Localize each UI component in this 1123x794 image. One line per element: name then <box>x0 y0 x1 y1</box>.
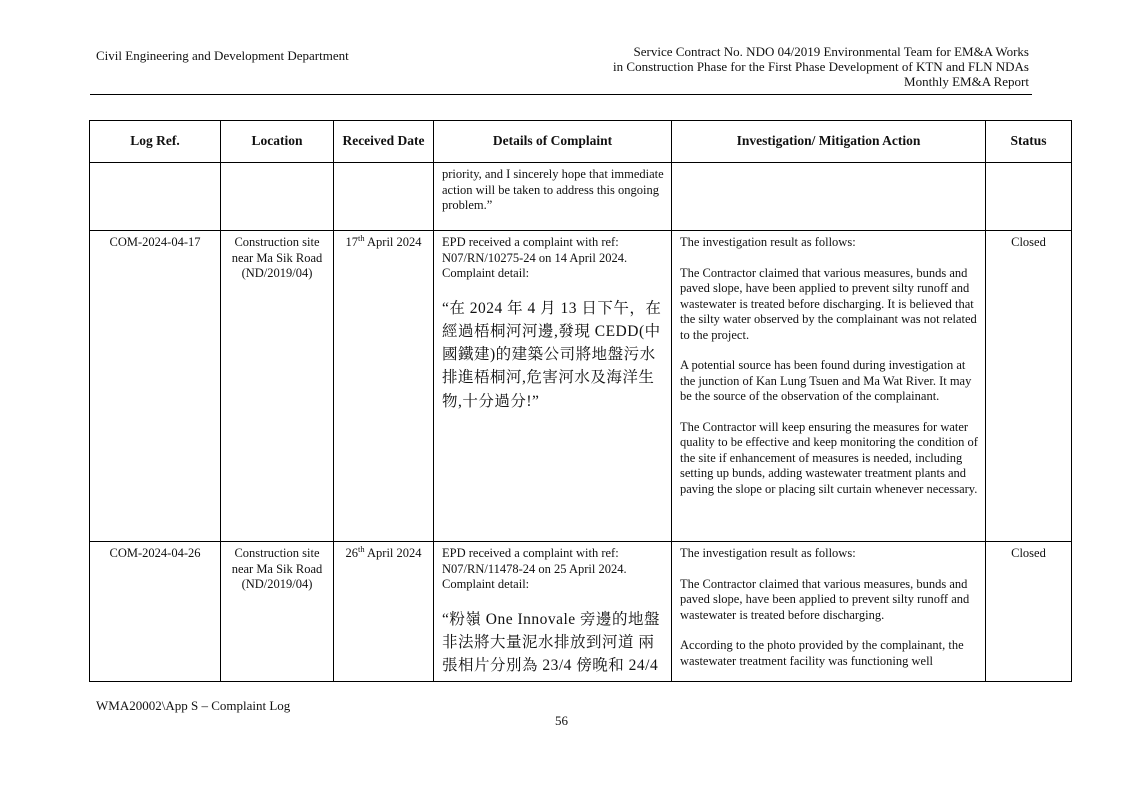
received-date-cell <box>334 163 434 231</box>
status-cell <box>986 163 1072 231</box>
log-ref-cell <box>90 163 221 231</box>
complaint-detail-text: “在 2024 年 4 月 13 日下午，在經過梧桐河河邊,發現 CEDD(中國鐵建)的建築公司將地盤污水排進梧桐河,危害河水及海洋生物,十分過分!” <box>442 299 662 410</box>
col-header-received-date: Received Date <box>334 121 434 163</box>
col-header-status: Status <box>986 121 1072 163</box>
details-cell <box>434 231 672 542</box>
contract-line-1: Service Contract No. NDO 04/2019 Environmental Team for EM&A Works <box>633 44 1029 59</box>
investigation-cell <box>672 163 986 231</box>
details-cell <box>434 163 672 231</box>
location-cell: Construction site near Ma Sik Road (ND/2019/04) <box>221 542 334 682</box>
investigation-cell <box>672 231 986 542</box>
date-day: 17 <box>345 235 358 249</box>
status-cell: Closed <box>986 542 1072 682</box>
header-divider-rule <box>90 94 1032 95</box>
department-title: Civil Engineering and Development Department <box>96 48 349 63</box>
investigation-paragraph: The Contractor will keep ensuring the measures for water quality to be effective and keep monitoring the condition of the site if enhancement of measures is needed, including setting up bunds, adding wastewater treatment plants and paving the slope or placing silt curtain whenever necessary. <box>680 419 978 496</box>
investigation-cell <box>672 542 986 682</box>
date-month-year: April 2024 <box>364 546 422 560</box>
col-header-investigation: Investigation/ Mitigation Action <box>672 121 986 163</box>
complaint-ref-text: EPD received a complaint with ref: N07/RN/10275-24 on 14 April 2024. Complaint detail: <box>442 235 628 280</box>
table-row <box>90 542 1072 682</box>
complaint-detail-text: “粉嶺 One Innovale 旁邊的地盤非法將大量泥水排放到河道 兩張相片分別為 23/4 傍晚和 24/4 <box>442 610 661 674</box>
contract-title-block <box>613 44 1029 89</box>
log-ref-cell: COM-2024-04-17 <box>90 231 221 542</box>
col-header-location: Location <box>221 121 334 163</box>
contract-line-2: in Construction Phase for the First Phase Development of KTN and FLN NDAs <box>613 59 1029 74</box>
complaint-ref-text: EPD received a complaint with ref: N07/RN/11478-24 on 25 April 2024. Complaint detail: <box>442 546 627 591</box>
complaint-log-table <box>89 120 1072 682</box>
investigation-paragraph: A potential source has been found during investigation at the junction of Kan Lung Tsuen and Ma Wat River. It may be the source of the observation of the complainant. <box>680 358 972 403</box>
page-number: 56 <box>555 713 568 728</box>
table-row-continuation <box>90 163 1072 231</box>
investigation-paragraph: The Contractor claimed that various measures, bunds and paved slope, have been applied to prevent silty runoff and wastewater is treated before discharging. It is believed that the silty water observed by the complainant was not related to the project. <box>680 265 977 342</box>
received-date-cell <box>334 542 434 682</box>
date-day: 26 <box>345 546 358 560</box>
contract-line-3: Monthly EM&A Report <box>904 74 1029 89</box>
investigation-paragraph: The investigation result as follows: <box>680 235 856 249</box>
col-header-log-ref: Log Ref. <box>90 121 221 163</box>
investigation-paragraph: The investigation result as follows: <box>680 546 856 560</box>
log-ref-cell: COM-2024-04-26 <box>90 542 221 682</box>
col-header-details: Details of Complaint <box>434 121 672 163</box>
date-month-year: April 2024 <box>364 235 422 249</box>
investigation-paragraph: According to the photo provided by the complainant, the wastewater treatment facility was functioning well <box>680 638 964 668</box>
footer-doc-ref: WMA20002\App S – Complaint Log <box>96 698 291 713</box>
complaint-text-continued: priority, and I sincerely hope that immediate action will be taken to address this ongoing problem.” <box>442 167 664 212</box>
received-date-cell <box>334 231 434 542</box>
date-ordinal: th <box>357 543 365 554</box>
table-row <box>90 231 1072 542</box>
location-cell <box>221 163 334 231</box>
status-cell: Closed <box>986 231 1072 542</box>
investigation-paragraph: The Contractor claimed that various measures, bunds and paved slope, have been applied to prevent silty runoff and wastewater is treated before discharging. <box>680 576 970 622</box>
table-header-row <box>90 121 1072 163</box>
date-ordinal: th <box>357 232 365 243</box>
details-cell <box>434 542 672 682</box>
location-cell: Construction site near Ma Sik Road (ND/2019/04) <box>221 231 334 542</box>
